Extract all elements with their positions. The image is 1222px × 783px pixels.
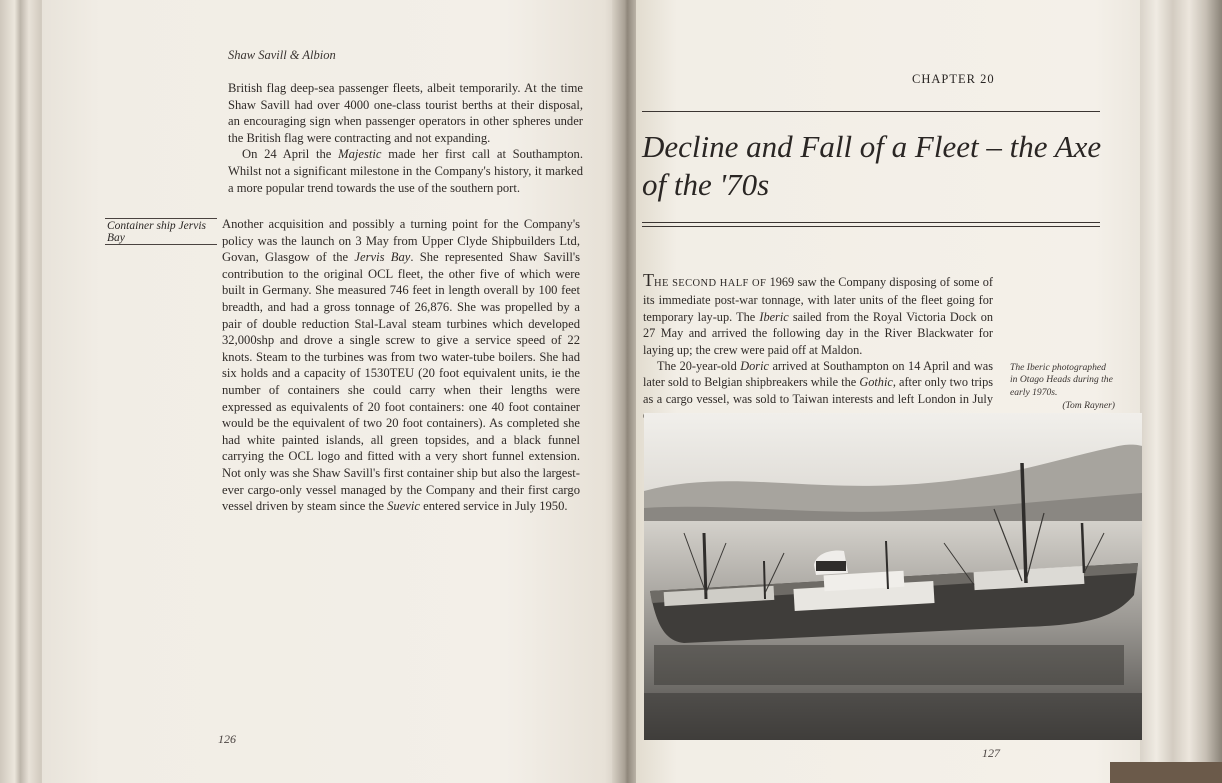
right-text [643,272,993,424]
chapter-title: Decline and Fall of a Fleet – the Axe of the '70s [642,129,1102,202]
running-head: Shaw Savill & Albion [228,48,336,62]
text-run: The 20-year-old [657,359,741,374]
title-rule-top [642,111,1100,112]
small-caps-lead: HE SECOND HALF OF [654,278,767,289]
ship-name: Iberic [759,309,789,324]
text-run: Another acquisition and possibly a turning point for the Company's policy was the launch on 3 May from Upper Clyde Shipbuilders Ltd, Govan, Glasgow of the [222,217,580,265]
paragraph [222,216,580,515]
chapter-label: CHAPTER 20 [912,72,995,86]
paragraph: British flag deep-sea passenger fleets, albeit temporarily. At the time Shaw Savill had over 4000 one-class tourist berths at their disposal, an encouraging sign when passenger operators in other spheres under the British flag were contracting and not expanding. [228,81,583,145]
text-run: On 24 April the [242,147,339,162]
paragraph [643,272,993,358]
paragraph [228,146,583,196]
photo-caption [1010,362,1115,413]
left-text-top [228,80,583,196]
text-run: The [1010,362,1027,373]
ship-photo-image [644,413,1142,740]
page-number: 126 [218,732,236,746]
text-run: made her first call at Southampton. Whilst not a significant milestone in the Company's history, it marked a more popular trend towards the use of the southern port. [228,147,583,195]
book-cover-corner [1110,762,1222,783]
text-run: 1969 saw the Company disposing of some of its immediate post-war tonnage, with later units of the fleet going for temporary lay-up. The [643,275,993,324]
ship-name: Gothic [859,375,893,390]
text-run: entered service in July 1950. [419,499,568,514]
title-rule-bottom [642,222,1100,223]
left-text-main [222,216,580,515]
ship-photograph [644,413,1142,740]
ship-name: Jervis Bay [354,250,411,265]
text-run: photographed in Otago Heads during the early 1970s. [1010,362,1113,398]
page-number: 127 [982,746,1000,760]
photo-credit: (Tom Rayner) [1062,400,1115,412]
ship-name: Suevic [387,499,420,514]
drop-cap: T [643,270,654,290]
text-run: . She represented Shaw Savill's contribution to the original OCL fleet, the other five of which were built in Germany. She measured 746 feet in length overall by 100 feet breadth, and had a gross tonnage of 26,876. She was propelled by a pair of double reduction Stal-Laval steam turbines which developed 32,000shp and drove a single screw to give a service speed of 22 knots. Steam to the turbines was from two water-tube boilers. She had six holds and a capacity of 1530TEU (20 foot equivalent units, ie the number of containers she could carry when their lengths were expressed as equivalents of 20 foot containers: one 40 foot container would be the equivalent of two 20 foot containers). As completed she had white painted islands, all green topsides, and a black funnel carrying the OCL logo and fitted with a very short funnel extension. Not only was she Shaw Savill's first container ship but also the largest-ever cargo-only vessel managed by the Company and their first cargo vessel driven by steam since the [222,250,581,514]
right-page-edges [1140,0,1222,783]
ship-name: Majestic [338,147,382,162]
text-run: , after only two trips as a cargo vessel, was sold to Taiwan interests and left London in July [643,375,993,406]
title-rule-bottom-second [642,226,1100,227]
ship-name: Iberic [1026,362,1050,373]
text-run: arrived at Southampton on 14 April and was later sold to Belgian shipbreakers while the [643,359,994,390]
margin-note: Container ship Jervis Bay [105,218,217,245]
ship-name: Doric [740,359,769,374]
text-run: sailed from the Royal Victoria Dock on 27 May and arrived the following day in the River Blackwater for laying up; the crew were paid off at Maldon. [643,309,993,357]
